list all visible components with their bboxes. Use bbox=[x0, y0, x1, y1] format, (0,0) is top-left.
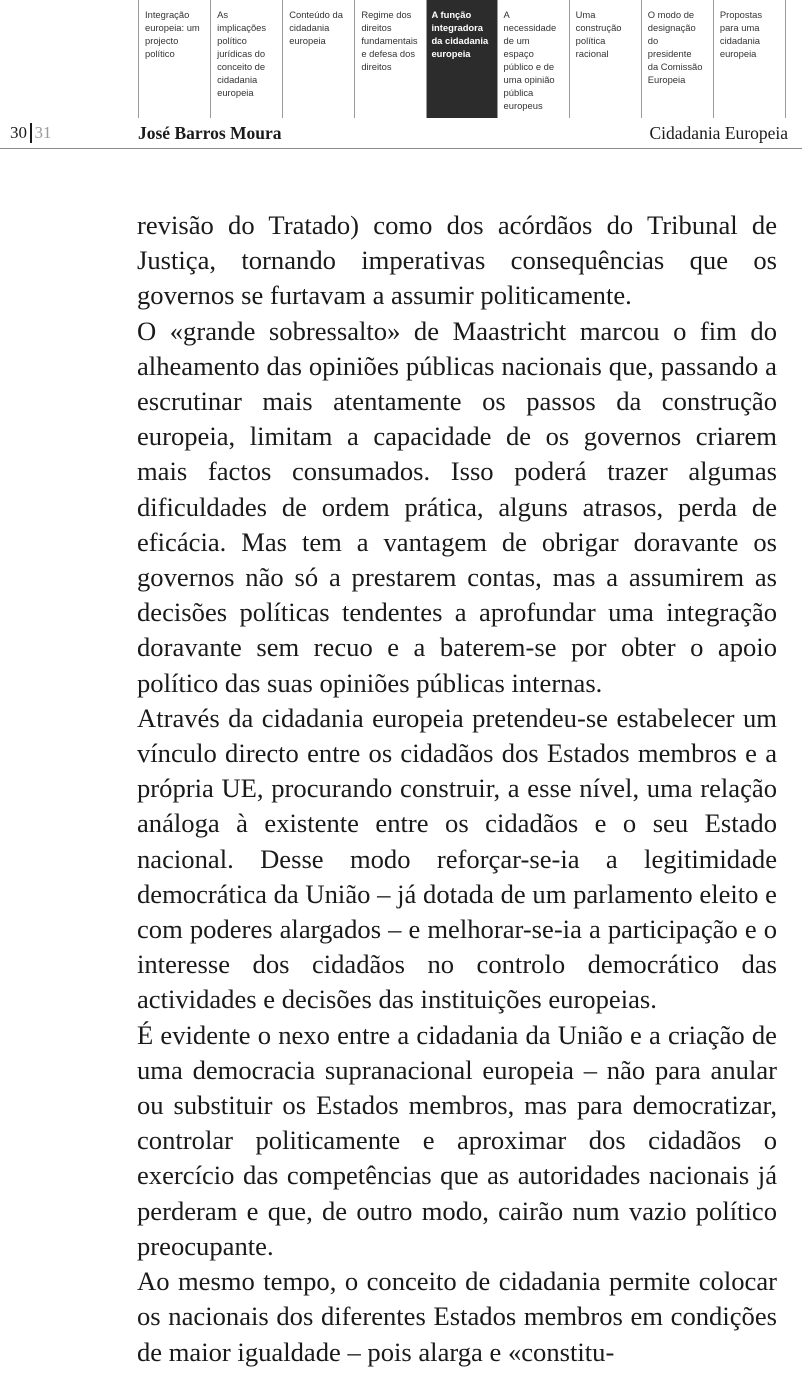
nav-chapter-1[interactable] bbox=[139, 0, 211, 118]
nav-chapter-4[interactable] bbox=[355, 0, 427, 118]
nav-chapter-5-label: A função integradora da cidadania europeia bbox=[431, 9, 489, 59]
nav-chapter-4-label: Regime dos direitos fundamentais e defesa dos direitos bbox=[361, 9, 418, 72]
author-name: José Barros Moura bbox=[138, 123, 282, 143]
nav-chapter-2[interactable] bbox=[211, 0, 283, 118]
chapter-navigation-table bbox=[138, 0, 786, 118]
nav-chapter-3-label: Conteúdo da cidadania europeia bbox=[289, 9, 343, 46]
nav-chapter-6-label: A necessidade de um espaço público e de uma opinião pública europeus bbox=[503, 9, 557, 111]
nav-chapter-7[interactable] bbox=[570, 0, 642, 118]
paragraph: Através da cidadania europeia pretendeu-se estabelecer um vínculo directo entre os cidadãos dos Estados membros e a própria UE, procurando construir, a esse nível, uma relação análoga à existente entre os cidadãos e o seu Estado nacional. Desse modo reforçar-se-ia a legitimidade democrática da União – já dotada de um parlamento eleito e com poderes alargados – e melhorar-se-ia a participação e o interesse dos cidadãos no controlo democrático das actividades e decisões das instituições europeias. bbox=[137, 702, 777, 1015]
paragraph: revisão do Tratado) como dos acórdãos do Tribunal de Justiça, tornando imperativas consequências que os governos se furtavam a assumir politicamente. bbox=[137, 210, 777, 311]
running-header bbox=[0, 122, 802, 148]
paragraph: É evidente o nexo entre a cidadania da União e a criação de uma democracia supranacional europeia – não para anular ou substituir os Estados membros, mas para democratizar, controlar politicamente e aproximar dos cidadãos o exercício das competências que as autoridades nacionais já perderam e que, de outro modo, cairão num vazio político preocupante. bbox=[137, 1019, 777, 1261]
page-number-separator bbox=[30, 123, 32, 143]
nav-chapter-8[interactable] bbox=[642, 0, 714, 118]
nav-chapter-5-active[interactable] bbox=[427, 0, 497, 118]
nav-chapter-9[interactable] bbox=[714, 0, 786, 118]
header-rule bbox=[0, 148, 802, 149]
nav-chapter-1-label: Integração europeia: um projecto político bbox=[145, 9, 200, 59]
page-numbers bbox=[10, 122, 52, 144]
book-title: Cidadania Europeia bbox=[649, 123, 788, 143]
nav-chapter-9-label: Propostas para uma cidadania europeia bbox=[719, 9, 763, 59]
paragraph: Ao mesmo tempo, o conceito de cidadania permite colocar os nacionais dos diferentes Estados membros em condições de maior igualdade – pois alarga e «constitu- bbox=[137, 1266, 777, 1367]
page-number-left: 30 bbox=[10, 123, 27, 142]
nav-chapter-7-label: Uma construção política racional bbox=[575, 9, 622, 59]
page-number-right: 31 bbox=[34, 123, 52, 142]
paragraph: O «grande sobressalto» de Maastricht marcou o fim do alheamento das opiniões públicas nacionais que, passando a escrutinar mais atentamente os passos da construção europeia, limitam a capacidade de os governos criarem mais factos consumados. Isso poderá trazer algumas dificuldades de ordem prática, alguns atrasos, perda de eficácia. Mas tem a vantagem de obrigar doravante os governos não só a prestarem contas, mas a assumirem as decisões políticas tendentes a aprofundar uma integração doravante sem recuo e a baterem-se por obter o apoio político das suas opiniões públicas internas. bbox=[137, 315, 777, 698]
nav-chapter-3[interactable] bbox=[283, 0, 355, 118]
nav-chapter-6[interactable] bbox=[498, 0, 570, 118]
nav-chapter-2-label: As implicações político jurídicas do conceito de cidadania europeia bbox=[217, 9, 267, 98]
nav-chapter-8-label: O modo de designação do presidente da Comissão Europeia bbox=[647, 9, 703, 85]
body-text bbox=[137, 208, 777, 1370]
